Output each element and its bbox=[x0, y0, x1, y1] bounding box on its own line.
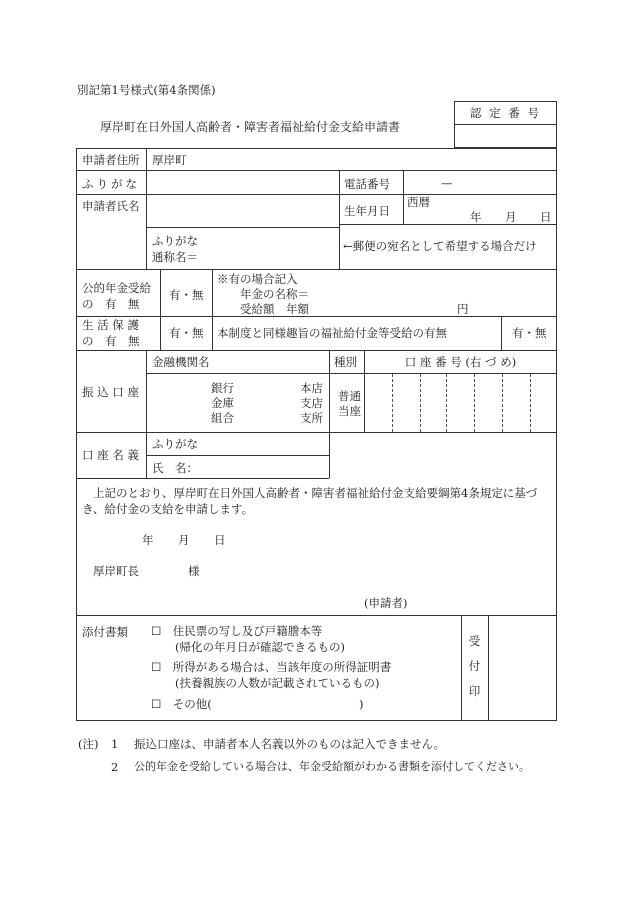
date-year: 年 bbox=[142, 533, 154, 547]
phone-dash: — bbox=[441, 176, 453, 190]
welfare-choice[interactable]: 有・無 bbox=[169, 326, 204, 340]
similar-benefit-label: 本制度と同様趣旨の福祉給付金等受給の有無 bbox=[217, 326, 447, 340]
holder-furigana: ふりがな bbox=[152, 437, 198, 451]
dob-label: 生年月日 bbox=[344, 204, 390, 218]
account-type-toza[interactable]: 当座 bbox=[338, 404, 361, 418]
attachment-item1-note: (帰化の年月日が確認できるもの) bbox=[175, 640, 345, 654]
declaration-line2: き、給付金の支給を申請します。 bbox=[82, 502, 254, 516]
phone-label: 電話番号 bbox=[344, 177, 390, 191]
receipt-stamp-char1: 受 bbox=[468, 634, 481, 648]
holder-name: 氏 名： bbox=[152, 461, 198, 475]
attachment-item3[interactable]: ☐ その他( bbox=[151, 697, 212, 711]
branch-option-sub: 支所 bbox=[300, 411, 323, 425]
sama-label: 様 bbox=[188, 564, 200, 578]
pension-label-line1: 公的年金受給 bbox=[82, 281, 151, 295]
branch-option-head: 本店 bbox=[300, 381, 323, 395]
furigana-input[interactable] bbox=[150, 174, 335, 191]
note2-number: 2 bbox=[111, 760, 119, 774]
alias-label: 通称名＝ bbox=[152, 250, 198, 264]
bank-section-label: 振 込 口 座 bbox=[82, 385, 139, 399]
receipt-stamp-char2: 付 bbox=[468, 659, 481, 673]
attachment-item3-close: ) bbox=[359, 697, 364, 711]
mayor-label: 厚岸町長 bbox=[93, 564, 139, 578]
alias-input[interactable] bbox=[210, 248, 335, 265]
form-title: 厚岸町在日外国人高齢者・障害者福祉給付金支給申請書 bbox=[100, 120, 401, 134]
similar-benefit-choice[interactable]: 有・無 bbox=[512, 326, 547, 340]
name-label: 申請者氏名 bbox=[82, 199, 140, 213]
note1-number: 1 bbox=[111, 737, 119, 751]
receipt-stamp-char3: 印 bbox=[468, 684, 481, 698]
account-number-input[interactable] bbox=[366, 376, 555, 430]
form-number: 別記第1号様式(第4条関係) bbox=[77, 83, 216, 97]
holder-name-input[interactable] bbox=[200, 458, 325, 475]
bank-option-kumiai: 組合 bbox=[211, 411, 234, 425]
account-type-label: 種別 bbox=[334, 355, 357, 369]
date-day: 日 bbox=[214, 533, 226, 547]
institution-label: 金融機関名 bbox=[152, 355, 210, 369]
certification-number-field[interactable] bbox=[460, 128, 552, 144]
phone-input[interactable] bbox=[406, 174, 554, 191]
dob-day: 日 bbox=[540, 210, 552, 224]
branch-option-branch: 支店 bbox=[300, 396, 323, 410]
bank-option-shinkin: 金庫 bbox=[211, 396, 234, 410]
account-type-futsu[interactable]: 普通 bbox=[338, 389, 361, 403]
welfare-label-line2: の 有 無 bbox=[82, 334, 140, 348]
applicant-signature-label: (申請者) bbox=[364, 596, 408, 610]
dob-era: 西暦 bbox=[407, 195, 430, 209]
date-month: 月 bbox=[178, 533, 190, 547]
account-number-label: 口 座 番 号 (右 づ め) bbox=[404, 355, 517, 369]
pension-choice[interactable]: 有・無 bbox=[169, 288, 204, 302]
pension-name-label: 年金の名称＝ bbox=[240, 287, 309, 301]
pension-note: ※有の場合記入 bbox=[217, 272, 298, 286]
attachment-item2[interactable]: ☐ 所得がある場合は、当該年度の所得証明書 bbox=[151, 660, 392, 674]
address-value[interactable]: 厚岸町 bbox=[152, 153, 187, 167]
welfare-label-line1: 生 活 保 護 bbox=[82, 318, 139, 332]
holder-label: 口 座 名 義 bbox=[82, 448, 139, 462]
furigana-label: ふりがな bbox=[82, 177, 140, 191]
bank-option-bank: 銀行 bbox=[211, 381, 234, 395]
note1-text: 振込口座は、申請者本人名義以外のものは記入できません。 bbox=[134, 737, 446, 751]
dob-year: 年 bbox=[470, 210, 482, 224]
note2-text: 公的年金を受給している場合は、年金受給額がわかる書類を添付してください。 bbox=[134, 760, 530, 773]
attachment-item2-note: (扶養親族の人数が記載されているもの) bbox=[175, 676, 380, 690]
notes-prefix: (注) bbox=[78, 737, 99, 751]
alias-furigana: ふりがな bbox=[152, 234, 198, 248]
declaration-line1: 上記のとおり、厚岸町在日外国人高齢者・障害者福祉給付金支給要綱第4条規定に基づ bbox=[93, 486, 538, 500]
address-label: 申請者住所 bbox=[82, 153, 140, 167]
pension-yen: 円 bbox=[457, 302, 469, 316]
name-input[interactable] bbox=[150, 198, 335, 224]
certification-number-label: 認 定 番 号 bbox=[470, 106, 541, 120]
attachment-item1[interactable]: ☐ 住民票の写し及び戸籍謄本等 bbox=[151, 624, 323, 638]
pension-label-line2: の 有 無 bbox=[82, 297, 140, 311]
dob-month: 月 bbox=[505, 210, 517, 224]
pension-amount-label: 受給額 年額 bbox=[240, 302, 309, 316]
mail-address-note: ←郵便の宛名として希望する場合だけ bbox=[343, 239, 537, 253]
attachments-label: 添付書類 bbox=[82, 625, 128, 639]
